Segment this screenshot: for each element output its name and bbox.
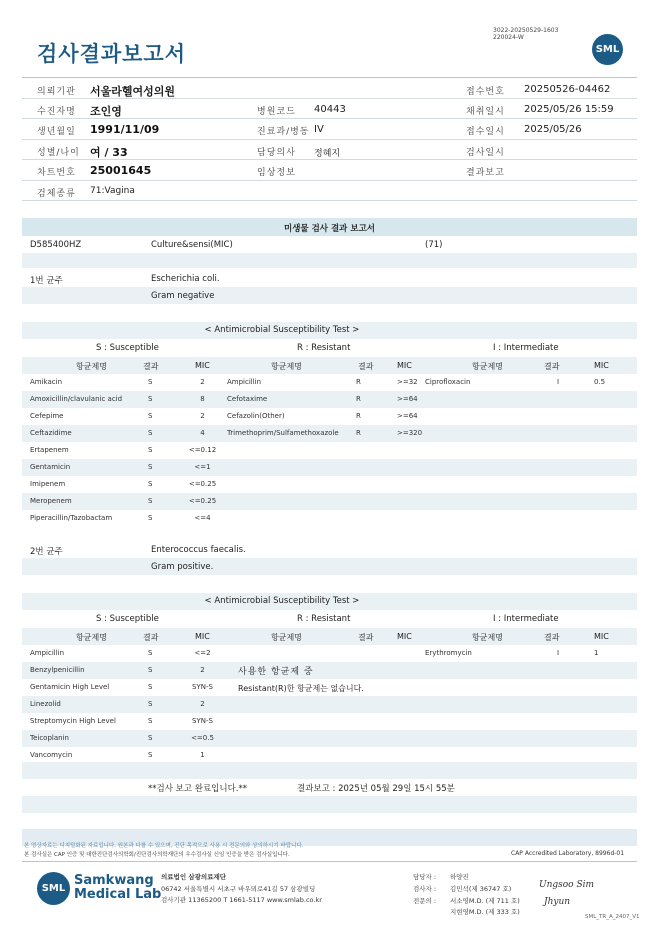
name-value: 조인영 bbox=[90, 105, 122, 118]
ast1-intermediate-label: I : Intermediate bbox=[493, 343, 559, 353]
table-row-band bbox=[22, 662, 637, 679]
blank-row bbox=[22, 253, 637, 268]
doctor-value: 정혜지 bbox=[314, 149, 341, 159]
ast-cell-s-res: S bbox=[148, 717, 153, 725]
ast2-col-mic-r: MIC bbox=[397, 632, 412, 641]
ast-cell-s-drug: Linezolid bbox=[30, 700, 61, 708]
ast-cell-s-drug: Gentamicin High Level bbox=[30, 683, 110, 691]
report-time: 결과보고 : 2025년 05월 29일 15시 55분 bbox=[297, 784, 455, 794]
no-resistant-note-2: Resistant(R)한 항균제는 없습니다. bbox=[238, 684, 364, 693]
table-row-band bbox=[22, 493, 637, 510]
staff-value-1: 하양진 bbox=[450, 873, 469, 881]
ast-cell-s-res: S bbox=[148, 649, 153, 657]
ast-cell-s-res: S bbox=[148, 480, 153, 488]
ast1-col-drug-s: 항균제명 bbox=[76, 362, 107, 371]
blank-row bbox=[22, 796, 637, 813]
ast-cell-s-drug: Meropenem bbox=[30, 497, 72, 505]
ast-cell-s-mic: 2 bbox=[200, 378, 205, 386]
organism2-name: Enterococcus faecalis. bbox=[151, 545, 246, 555]
ast-cell-s-drug: Vancomycin bbox=[30, 751, 73, 759]
organism1-gram: Gram negative bbox=[151, 291, 215, 301]
organism2-gram: Gram positive. bbox=[151, 562, 214, 572]
dept-value: IV bbox=[314, 124, 324, 135]
table-row-band bbox=[22, 696, 637, 713]
institution-label: 의뢰기관 bbox=[37, 87, 76, 97]
ast-cell-r-res: R bbox=[356, 378, 361, 386]
notice-1: 본 영상자료는 디지털화된 자료입니다. 원본과 다를 수 있으며, 진단 목적으로 사용 시 전문의와 상의하시기 바랍니다. bbox=[24, 843, 304, 849]
ast2-col-drug-s: 항균제명 bbox=[76, 633, 107, 642]
receipt-no-label: 접수번호 bbox=[466, 87, 505, 97]
birth-label: 생년월일 bbox=[37, 127, 76, 137]
footer-contact: 검사기관 11365200 T 1661-5117 www.smlab.co.kr bbox=[161, 896, 322, 904]
divider bbox=[22, 180, 637, 181]
hospital-code-value: 40443 bbox=[314, 104, 346, 115]
sex-age-value: 여 / 33 bbox=[90, 146, 128, 159]
ast2-col-result-r: 결과 bbox=[358, 633, 374, 642]
ast-cell-i-drug: Erythromycin bbox=[425, 649, 472, 657]
ast-cell-s-res: S bbox=[148, 463, 153, 471]
table-row-band bbox=[22, 459, 637, 476]
report-code-line2: 220024-W bbox=[493, 34, 524, 41]
ast1-title: < Antimicrobial Susceptibility Test > bbox=[204, 325, 360, 335]
ast-cell-s-drug: Teicoplanin bbox=[30, 734, 69, 742]
divider bbox=[22, 159, 637, 160]
receipt-date-value: 2025/05/26 bbox=[524, 124, 582, 135]
organism1-label: 1번 균주 bbox=[30, 276, 63, 286]
staff-label-2: 검사자 : bbox=[413, 885, 437, 893]
ast-cell-s-drug: Imipenem bbox=[30, 480, 66, 488]
divider bbox=[22, 139, 637, 140]
page-title: 검사결과보고서 bbox=[37, 42, 187, 66]
hospital-code-label: 병원코드 bbox=[257, 107, 296, 117]
table-row-band bbox=[22, 730, 637, 747]
test-code: D585400HZ bbox=[30, 240, 82, 250]
chart-no-label: 차트번호 bbox=[37, 168, 76, 178]
ast-cell-s-res: S bbox=[148, 514, 153, 522]
report-section-title: 미생물 검사 결과 보고서 bbox=[284, 224, 375, 234]
footer-org: 의료법인 삼광의료재단 bbox=[161, 873, 227, 881]
ast-cell-s-mic: SYN-S bbox=[192, 683, 213, 691]
ast2-col-result-s: 결과 bbox=[143, 633, 159, 642]
ast-cell-i-res: I bbox=[557, 649, 560, 657]
divider bbox=[22, 861, 637, 862]
ast-cell-r-drug: Cefazolin(Other) bbox=[227, 412, 285, 420]
ast-cell-r-res: R bbox=[356, 395, 361, 403]
ast-cell-s-mic: <=0.25 bbox=[188, 497, 217, 505]
divider bbox=[22, 77, 637, 78]
ast-cell-r-mic: >=64 bbox=[397, 395, 418, 403]
organism1-name: Escherichia coli. bbox=[151, 274, 220, 284]
staff-label-1: 담당자 : bbox=[413, 873, 437, 881]
ast1-susceptible-label: S : Susceptible bbox=[96, 343, 159, 353]
divider bbox=[22, 118, 637, 119]
ast2-col-mic-s: MIC bbox=[195, 632, 210, 641]
staff-label-3: 전문의 : bbox=[413, 897, 437, 905]
ast-cell-s-res: S bbox=[148, 429, 153, 437]
ast2-col-drug-r: 항균제명 bbox=[271, 633, 302, 642]
ast-cell-r-mic: >=64 bbox=[397, 412, 418, 420]
name-label: 수진자명 bbox=[37, 107, 76, 117]
specimen-value: 71:Vagina bbox=[90, 186, 135, 196]
ast-cell-s-mic: 2 bbox=[200, 412, 205, 420]
chart-no-value: 25001645 bbox=[90, 164, 152, 177]
clinical-info-label: 임상정보 bbox=[257, 168, 296, 178]
ast-cell-i-res: I bbox=[557, 378, 560, 386]
receipt-date-label: 접수일시 bbox=[466, 127, 505, 137]
ast-cell-r-res: R bbox=[356, 429, 361, 437]
completion-text: **검사 보고 완료입니다.** bbox=[148, 784, 248, 794]
ast-cell-s-res: S bbox=[148, 751, 153, 759]
ast-cell-s-mic: <=0.5 bbox=[191, 734, 214, 742]
staff-value-4: 지현영M.D. (제 333 호) bbox=[450, 908, 520, 916]
ast1-col-result-i: 결과 bbox=[544, 362, 560, 371]
ast-cell-s-res: S bbox=[148, 734, 153, 742]
ast-cell-s-drug: Streptomycin High Level bbox=[30, 717, 116, 725]
brand-name-line2: Medical Lab bbox=[74, 887, 162, 902]
test-date-label: 검사일시 bbox=[466, 148, 505, 158]
ast-cell-s-mic: SYN-S bbox=[192, 717, 213, 725]
divider bbox=[22, 98, 637, 99]
sml-logo-icon: SML bbox=[592, 34, 623, 65]
ast-cell-s-res: S bbox=[148, 683, 153, 691]
ast-cell-s-drug: Piperacillin/Tazobactam bbox=[30, 514, 113, 522]
ast-cell-s-drug: Amoxicillin/clavulanic acid bbox=[30, 395, 123, 403]
ast-cell-s-mic: <=0.25 bbox=[188, 480, 217, 488]
ast-cell-s-res: S bbox=[148, 412, 153, 420]
ast1-col-drug-r: 항균제명 bbox=[271, 362, 302, 371]
ast-cell-s-drug: Gentamicin bbox=[30, 463, 71, 471]
organism2-label: 2번 균주 bbox=[30, 547, 63, 557]
ast1-col-drug-i: 항균제명 bbox=[472, 362, 503, 371]
ast-cell-s-mic: <=1 bbox=[194, 463, 211, 471]
birth-value: 1991/11/09 bbox=[90, 123, 160, 136]
ast-cell-i-drug: Ciprofloxacin bbox=[425, 378, 471, 386]
ast-cell-s-mic: 4 bbox=[200, 429, 205, 437]
signature-1: Ungsoo Sim bbox=[539, 880, 595, 890]
ast1-col-mic-s: MIC bbox=[195, 361, 210, 370]
ast-cell-r-drug: Ampicillin bbox=[227, 378, 262, 386]
ast-cell-s-mic: 1 bbox=[200, 751, 205, 759]
ast-cell-s-drug: Ceftazidime bbox=[30, 429, 72, 437]
ast-cell-i-mic: 1 bbox=[594, 649, 599, 657]
ast2-susceptible-label: S : Susceptible bbox=[96, 614, 159, 624]
ast-cell-s-mic: <=2 bbox=[194, 649, 211, 657]
divider bbox=[22, 200, 637, 201]
sml-footer-logo-icon: SML bbox=[37, 872, 70, 905]
institution-value: 서울라헬여성의원 bbox=[90, 85, 176, 98]
organism2-gram-row bbox=[22, 558, 637, 575]
ast-cell-r-mic: >=32 bbox=[397, 378, 418, 386]
ast-cell-s-mic: 2 bbox=[200, 666, 205, 674]
document-code: SML_TR_A_2407_V1 bbox=[585, 914, 640, 920]
staff-value-3: 서소영M.D. (제 711 호) bbox=[450, 897, 520, 905]
ast2-col-result-i: 결과 bbox=[544, 633, 560, 642]
ast-cell-i-mic: 0.5 bbox=[594, 378, 606, 386]
ast-cell-s-drug: Ampicillin bbox=[30, 649, 65, 657]
dept-label: 진료과/병동 bbox=[257, 127, 310, 137]
result-report-label: 결과보고 bbox=[466, 168, 505, 178]
ast-cell-s-drug: Benzylpenicillin bbox=[30, 666, 85, 674]
ast2-col-drug-i: 항균제명 bbox=[472, 633, 503, 642]
ast-cell-s-drug: Ertapenem bbox=[30, 446, 69, 454]
ast-cell-s-mic: 2 bbox=[200, 700, 205, 708]
ast-cell-r-drug: Cefotaxime bbox=[227, 395, 268, 403]
staff-value-2: 김민석(제 36747 호) bbox=[450, 885, 512, 893]
ast-cell-s-drug: Amikacin bbox=[30, 378, 63, 386]
ast-cell-r-drug: Trimethoprim/Sulfamethoxazole bbox=[227, 429, 339, 437]
footer-address: 06742 서울특별시 서초구 바우뫼로41길 57 삼광빌딩 bbox=[161, 885, 316, 893]
doctor-label: 담당의사 bbox=[257, 148, 296, 158]
no-resistant-note-1: 사용한 항균제 중 bbox=[238, 667, 314, 677]
ast-cell-s-res: S bbox=[148, 700, 153, 708]
collection-date-label: 채취일시 bbox=[466, 107, 505, 117]
collection-date-value: 2025/05/26 15:59 bbox=[524, 104, 614, 115]
ast-cell-s-res: S bbox=[148, 378, 153, 386]
organism1-gram-row bbox=[22, 287, 637, 304]
notice-2: 본 검사실은 CAP 인증 및 대한진단검사의학회/진단검사의학재단의 우수검사실 신임 인증을 받은 검사실입니다. bbox=[24, 852, 290, 858]
ast2-resistant-label: R : Resistant bbox=[297, 614, 351, 624]
brand-name-line1: Samkwang bbox=[74, 873, 154, 888]
ast-cell-s-res: S bbox=[148, 666, 153, 674]
ast1-col-result-s: 결과 bbox=[143, 362, 159, 371]
ast-cell-s-mic: 8 bbox=[200, 395, 205, 403]
cap-accreditation: CAP Accredited Laboratory, 8996d-01 bbox=[511, 850, 625, 857]
ast1-col-mic-i: MIC bbox=[594, 361, 609, 370]
test-name: Culture&sensi(MIC) bbox=[151, 240, 233, 250]
ast1-resistant-label: R : Resistant bbox=[297, 343, 351, 353]
ast2-intermediate-label: I : Intermediate bbox=[493, 614, 559, 624]
ast-cell-s-drug: Cefepime bbox=[30, 412, 64, 420]
ast-cell-s-res: S bbox=[148, 497, 153, 505]
signature-2: Jhyun bbox=[544, 897, 571, 907]
ast-cell-s-mic: <=0.12 bbox=[188, 446, 217, 454]
ast1-col-result-r: 결과 bbox=[358, 362, 374, 371]
ast1-col-mic-r: MIC bbox=[397, 361, 412, 370]
ast-cell-r-res: R bbox=[356, 412, 361, 420]
ast-cell-s-mic: <=4 bbox=[194, 514, 211, 522]
ast-cell-s-res: S bbox=[148, 446, 153, 454]
ast2-col-mic-i: MIC bbox=[594, 632, 609, 641]
receipt-no-value: 20250526-04462 bbox=[524, 84, 611, 95]
ast-cell-s-res: S bbox=[148, 395, 153, 403]
specimen-label: 검체종류 bbox=[37, 189, 76, 199]
sex-age-label: 성별/나이 bbox=[37, 148, 80, 158]
ast2-title: < Antimicrobial Susceptibility Test > bbox=[204, 596, 360, 606]
report-code-line1: 3022-20250529-1603 bbox=[493, 27, 559, 34]
blank-row bbox=[22, 762, 637, 779]
ast-cell-r-mic: >=320 bbox=[397, 429, 423, 437]
test-number: (71) bbox=[425, 240, 443, 250]
